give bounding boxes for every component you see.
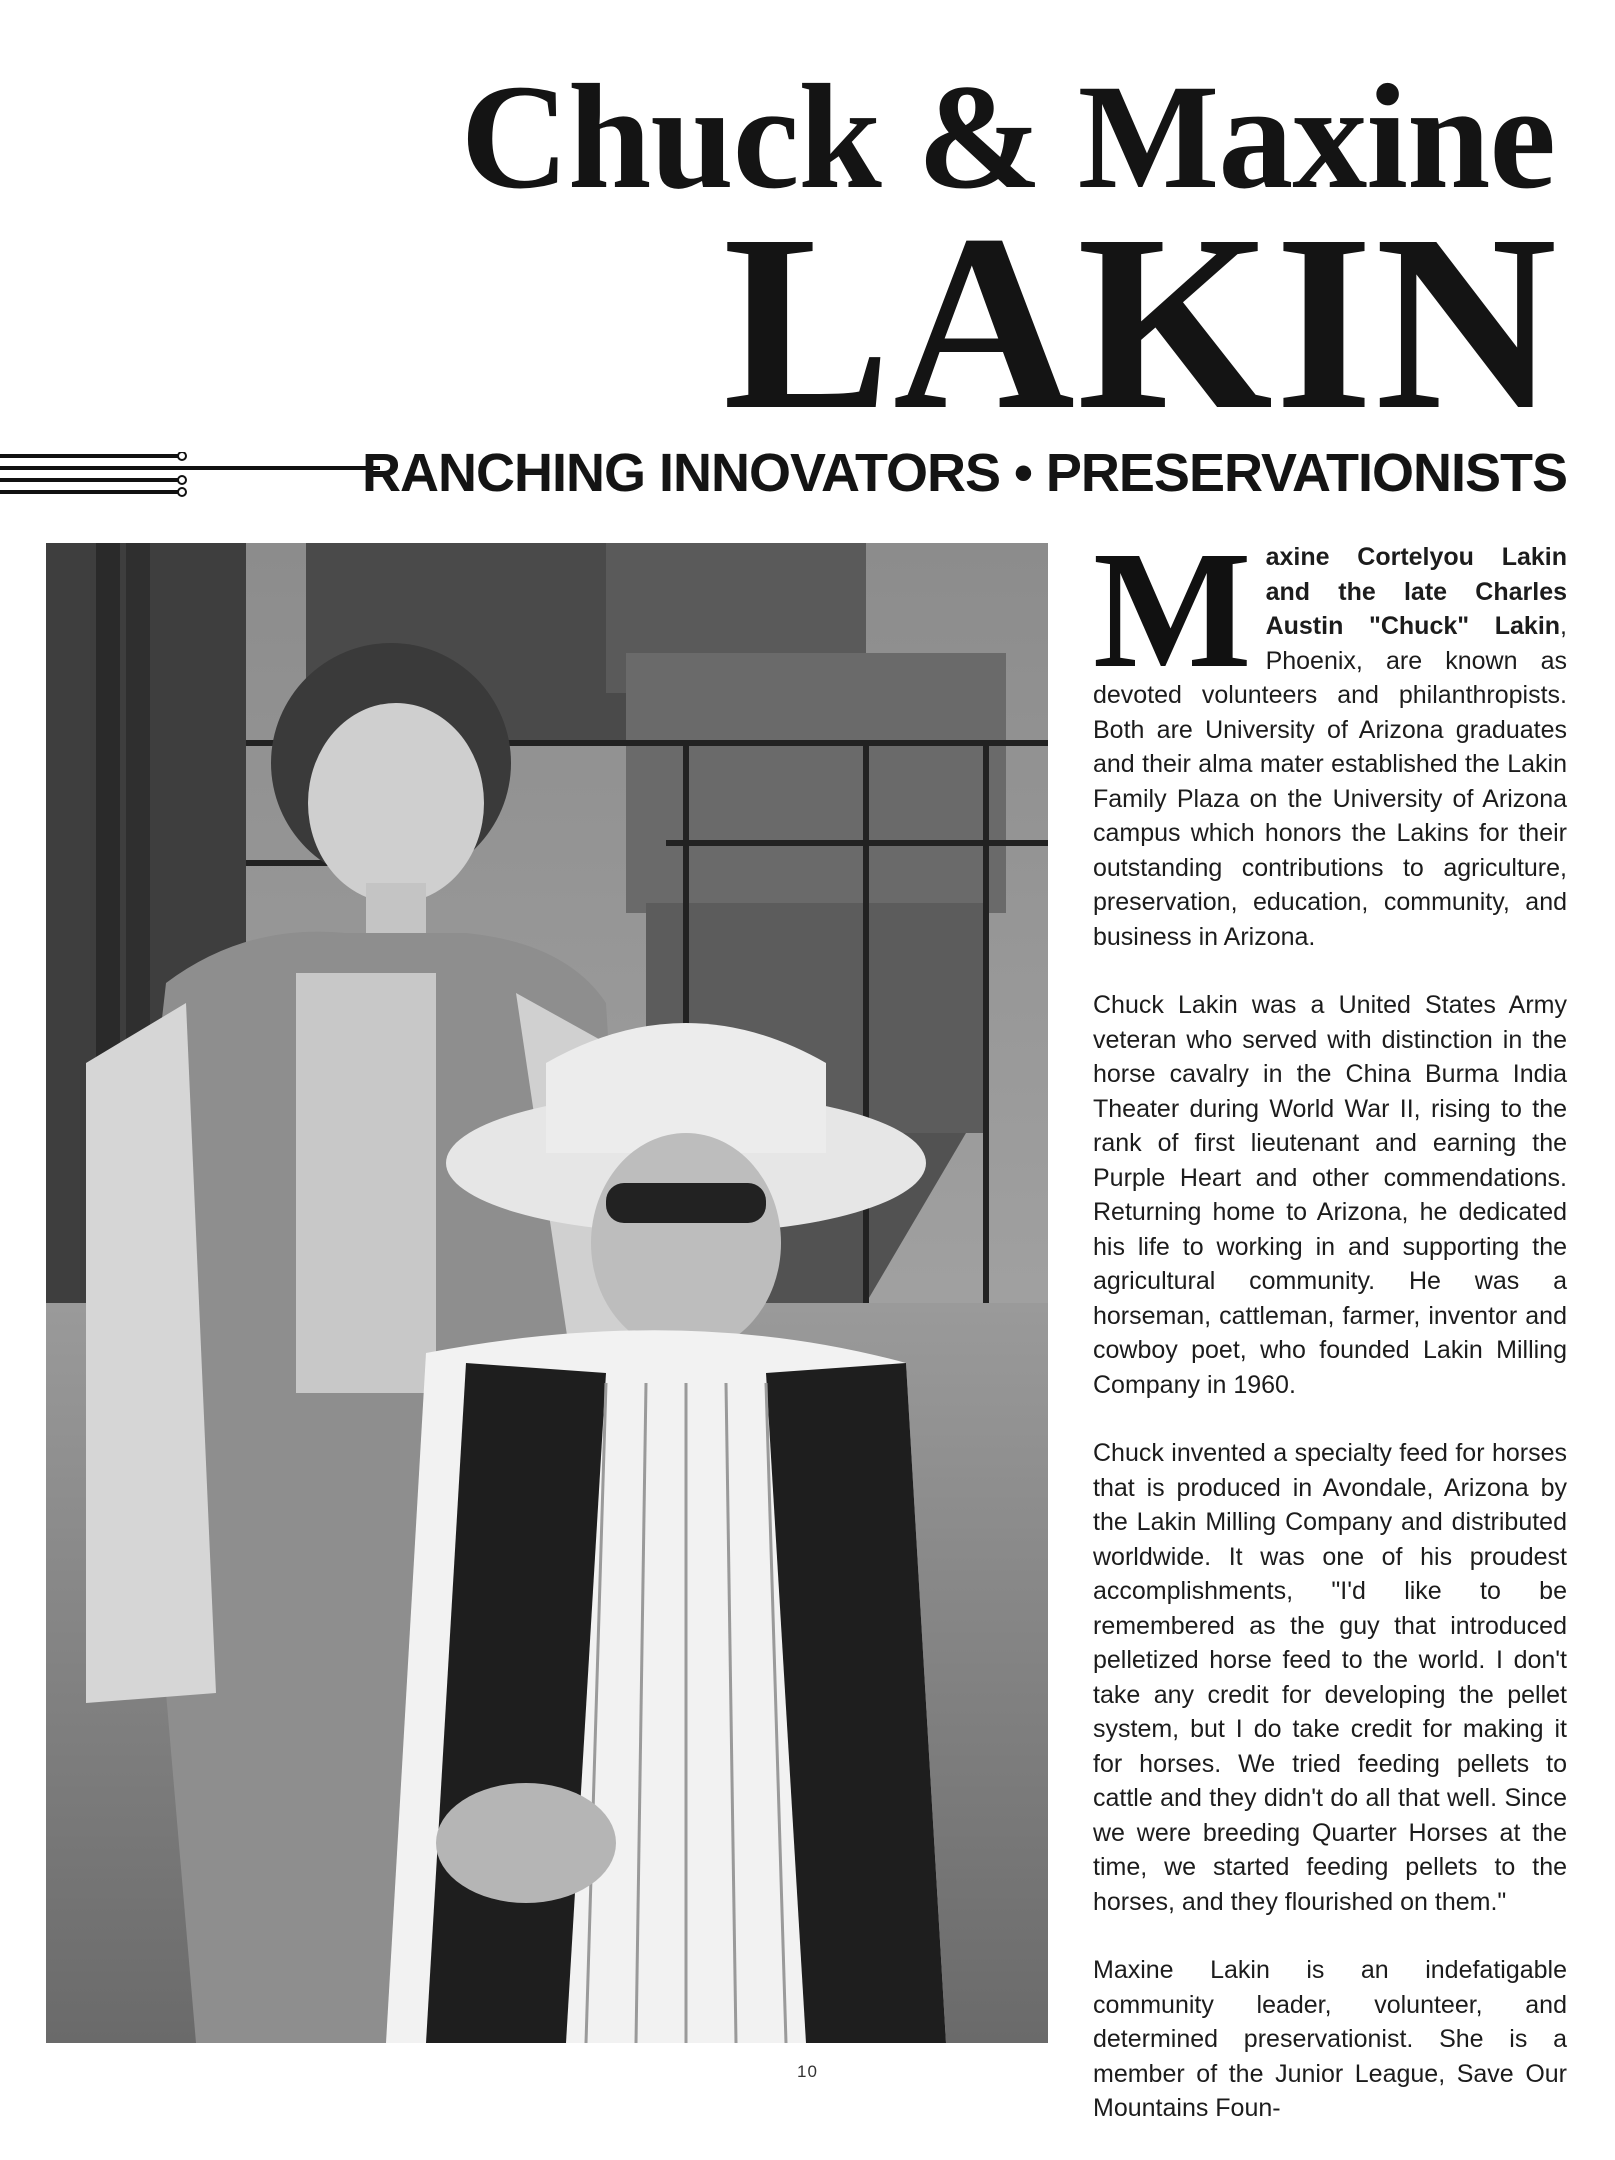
portrait-photo (46, 543, 1048, 2043)
lead-text: , Phoenix, are known as devoted volunteers and philanthropists. Both are University of Arizona graduates and their alma mater established the Lakin Family Plaza on the University of Arizona campus which honors the Lakins for their outstanding contributions to agriculture, preservation, education, community, and business in Arizona. (1093, 612, 1567, 951)
decorative-rule-lines (0, 452, 380, 502)
title-names: Chuck & Maxine (460, 54, 1555, 220)
article-paragraph-3: Chuck invented a specialty feed for horses that is produced in Avondale, Arizona by the Lakin Milling Company and distributed worldwide. It was one of his proudest accomplishments, "I'd like to be remembered as the guy that introduced pelletized horse feed to the world. I don't take any credit for developing the pellet system, but I do take credit for making it for horses. We tried feeding pellets to cattle and they didn't do all that well. Since we were breeding Quarter Horses at the time, we started feeding pellets to the horses, and they flourished on them." (1093, 1439, 1567, 1916)
article-paragraph-2: Chuck Lakin was a United States Army veteran who served with distinction in the horse cavalry in the China Burma India Theater during World War II, rising to the rank of first lieutenant and earning the Purple Heart and other commendations. Returning home to Arizona, he dedicated his life to working in and supporting the agricultural community. He was a horseman, cattleman, farmer, inventor and cowboy poet, who founded Lakin Milling Company in 1960. (1093, 991, 1567, 1399)
lead-names: axine Cortelyou Lakin and the late Charles Austin "Chuck" Lakin (1265, 543, 1567, 640)
article-paragraph-1 (1093, 517, 1567, 954)
subtitle: RANCHING INNOVATORS • PRESERVATIONISTS (361, 443, 1567, 503)
drop-cap: M (1093, 517, 1252, 703)
article-paragraph-4: Maxine Lakin is an indefatigable community leader, volunteer, and determined preservationist. She is a member of the Junior League, Save Our Mountains Foun- (1093, 1956, 1567, 2122)
page-number: 10 (797, 2062, 818, 2081)
portrait-photo-icon (46, 543, 1048, 2043)
title-surname: LAKIN (722, 182, 1559, 462)
article-body (1093, 517, 1567, 2160)
